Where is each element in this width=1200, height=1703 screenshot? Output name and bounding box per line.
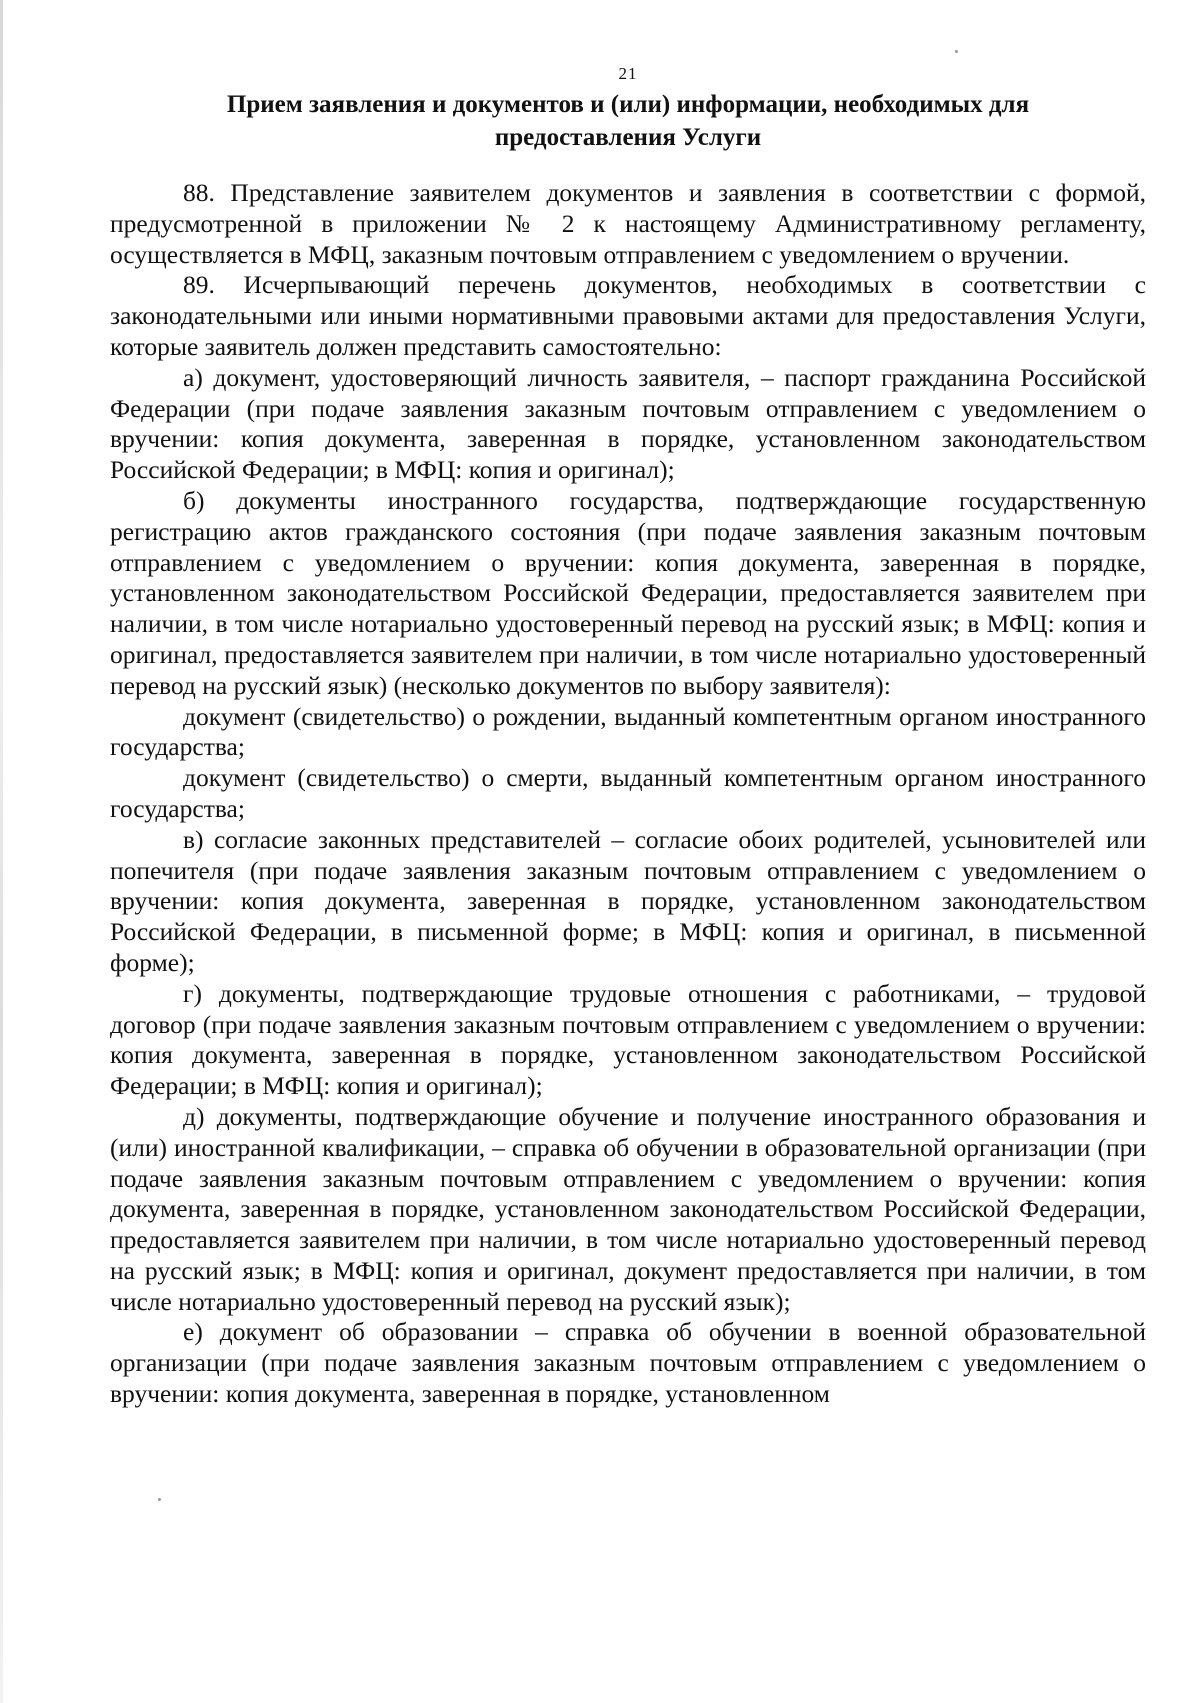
page-number: 21 [618,64,638,83]
section-heading-line-2: предоставления Услуги [494,124,762,151]
paragraph-88: 88. Представление заявителем документов и заявления в соответствии с формой, предусмотренной в приложении № 2 к настоящему Административному регламенту, осуществляется в МФЦ, заказным почтовым отправлением с уведомлением о вручении. [110,178,1146,269]
document-body [110,178,1146,1410]
section-heading-line-1: Прием заявления и документов и (или) информации, необходимых для [226,91,1030,118]
paragraph-89: 89. Исчерпывающий перечень документов, необходимых в соответствии с законодательными или иными нормативными правовыми актами для предоставления Услуги, которые заявитель должен представить самостоятельно: [110,270,1146,361]
list-item-d: д) документы, подтверждающие обучение и получение иностранного образования и (или) иностранной квалификации, – справка об обучении в образовательной организации (при подаче заявления заказным почтовым отправлением с уведомлением о вручении: копия документа, заверенная в порядке, установленном законодательством Российской Федерации, предоставляется заявителем при наличии, в том числе нотариально удостоверенный перевод на русский язык; в МФЦ: копия и оригинал, документ предоставляется при наличии, в том числе нотариально удостоверенный перевод на русский язык); [110,1101,1146,1316]
scan-edge-shadow [0,0,3,1703]
list-item-v: в) согласие законных представителей – согласие обоих родителей, усыновителей или попечителя (при подаче заявления заказным почтовым отправлением с уведомлением о вручении: копия документа, заверенная в порядке, установленном законодательством Российской Федерации, в письменной форме; в МФЦ: копия и оригинал, в письменной форме); [110,824,1146,977]
scan-speck [955,50,958,53]
list-item-g: г) документы, подтверждающие трудовые отношения с работниками, – трудовой договор (при подаче заявления заказным почтовым отправлением с уведомлением о вручении: копия документа, заверенная в порядке, установленном законодательством Российской Федерации; в МФЦ: копия и оригинал); [110,978,1146,1101]
section-heading [110,88,1146,154]
sub-item-death-certificate: документ (свидетельство) о смерти, выданный компетентным органом иностранного государства; [110,763,1146,823]
scan-speck [158,1498,161,1501]
list-item-a: а) документ, удостоверяющий личность заявителя, – паспорт гражданина Российской Федерации (при подаче заявления заказным почтовым отправлением с уведомлением о вручении: копия документа, заверенная в порядке, установленном законодательством Российской Федерации; в МФЦ: копия и оригинал); [110,362,1146,485]
list-item-b: б) документы иностранного государства, подтверждающие государственную регистрацию актов гражданского состояния (при подаче заявления заказным почтовым отправлением с уведомлением о вручении: копия документа, заверенная в порядке, установленном законодательством Российской Федерации, предоставляется заявителем при наличии, в том числе нотариально удостоверенный перевод на русский язык; в МФЦ: копия и оригинал, предоставляется заявителем при наличии, в том числе нотариально удостоверенный перевод на русский язык) (несколько документов по выбору заявителя): [110,485,1146,700]
list-item-e: е) документ об образовании – справка об обучении в военной образовательной организации (при подаче заявления заказным почтовым отправлением с уведомлением о вручении: копия документа, заверенная в порядке, установленном [110,1317,1146,1409]
sub-item-birth-certificate: документ (свидетельство) о рождении, выданный компетентным органом иностранного государства; [110,701,1146,762]
